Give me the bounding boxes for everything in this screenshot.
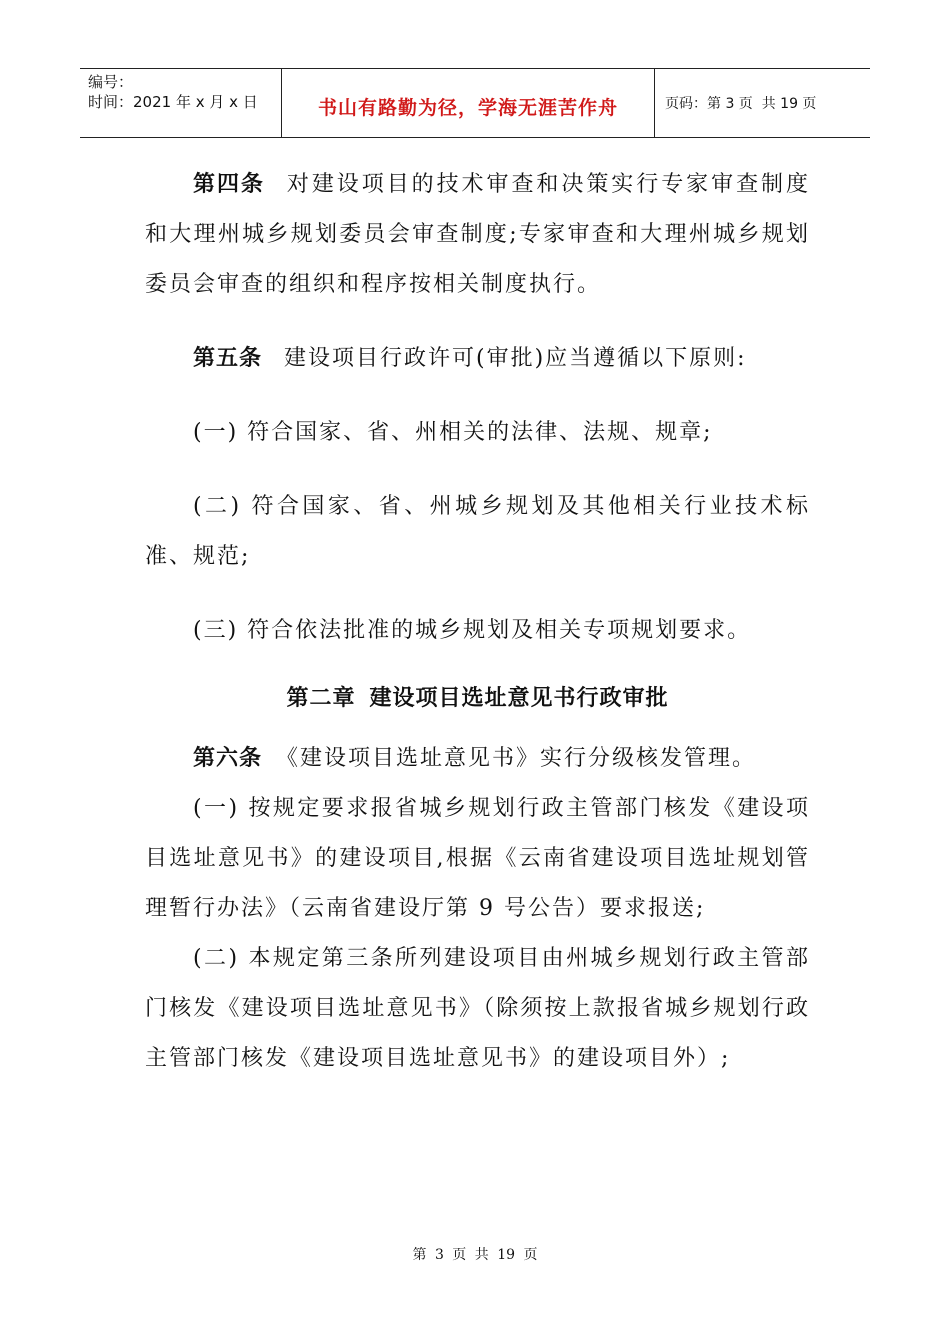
chapter-number: 第二章 [286, 686, 356, 711]
page-header [80, 68, 870, 138]
header-motto: 书山有路勤为径，学海无涯苦作舟 [317, 96, 618, 119]
page-footer: 第 3 页 共 19 页 [412, 1247, 538, 1263]
document-number-label: 编号： [88, 73, 134, 91]
document-time-label: 时间：2021 年 x 月 x 日 [88, 93, 258, 111]
document-body [145, 160, 810, 1084]
header-motto-cell [282, 69, 655, 137]
header-page-label: 页码：第 3 页 共 19 页 [665, 96, 817, 112]
article-6-text: 《建设项目选址意见书》实行分级核发管理。 [276, 746, 757, 771]
article-5-text: 建设项目行政许可(审批)应当遵循以下原则: [284, 346, 747, 371]
article-6 [145, 734, 810, 784]
article-5-item-2: (二) 符合国家、省、州城乡规划及其他相关行业技术标准、规范; [145, 494, 810, 569]
article-5-heading: 第五条 [193, 346, 263, 371]
article-4-text: 对建设项目的技术审查和决策实行专家审查制度和大理州城乡规划委员会审查制度;专家审查和大理州城乡规划委员会审查的组织和程序按相关制度执行。 [145, 172, 810, 297]
article-4 [145, 160, 810, 310]
chapter-heading [145, 674, 810, 724]
article-4-heading: 第四条 [193, 172, 265, 197]
header-info-cell [80, 69, 282, 137]
article-5 [145, 334, 810, 384]
header-page-cell [655, 69, 870, 137]
article-5-item-3: (三) 符合依法批准的城乡规划及相关专项规划要求。 [193, 618, 752, 643]
article-6-heading: 第六条 [193, 746, 263, 771]
article-5-item-1: (一) 符合国家、省、州相关的法律、法规、规章; [193, 420, 713, 445]
article-6-item-2: (二) 本规定第三条所列建设项目由州城乡规划行政主管部门核发《建设项目选址意见书》（除须按上款报省城乡规划行政主管部门核发《建设项目选址意见书》的建设项目外）; [145, 946, 810, 1071]
chapter-title: 建设项目选址意见书行政审批 [369, 686, 669, 711]
article-6-item-1: (一) 按规定要求报省城乡规划行政主管部门核发《建设项目选址意见书》的建设项目,根据《云南省建设项目选址规划管理暂行办法》（云南省建设厅第 9 号公告）要求报送; [145, 796, 810, 921]
